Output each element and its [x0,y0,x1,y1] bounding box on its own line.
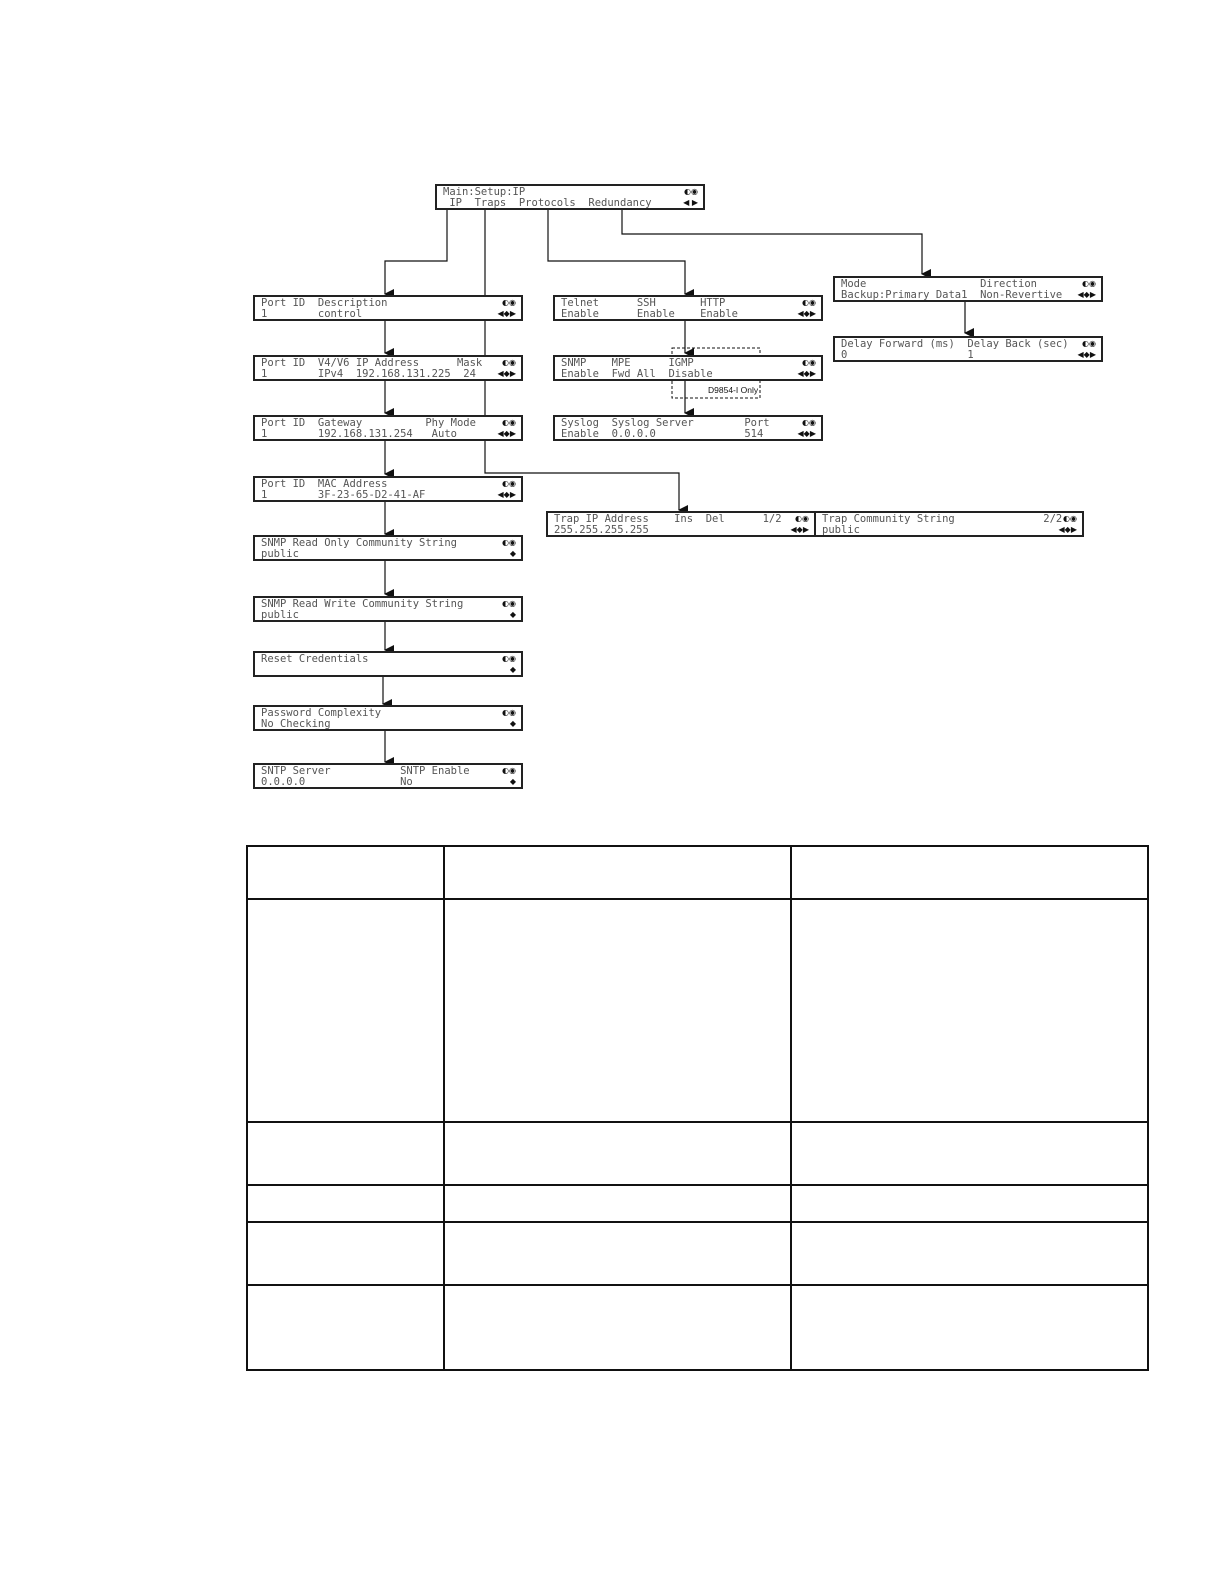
lcd-line2: public [822,524,860,536]
table-row [247,1222,1148,1285]
lcd-password-complexity [253,705,523,731]
select-icon: ◆ [509,665,516,674]
select-icon: ◆ [509,719,516,728]
table-cell [247,846,444,899]
lcd-line2: 0.0.0.0 No [261,776,413,788]
lcd-line1: Reset Credentials [261,653,369,665]
lcd-redundancy-mode [833,276,1103,302]
lcd-snmp-read-write [253,596,523,622]
table-row [247,1185,1148,1222]
navigation-arrows-icon: ◀◆▶ [497,369,516,378]
table-row [247,899,1148,1122]
parameter-table [246,845,1149,1371]
d9854-only-note: D9854-I Only [708,385,759,395]
lcd-protocols-telnet-ssh-http [553,295,823,321]
knob-icon: ◐◉ [795,514,809,523]
lcd-protocols-syslog [553,415,823,441]
lcd-trap-ip-address [546,511,816,537]
table-cell [247,1122,444,1185]
knob-icon: ◐◉ [1063,514,1077,523]
navigation-arrows-icon: ◀◆▶ [797,309,816,318]
lcd-sntp-server [253,763,523,789]
left-right-arrows-icon: ◀ ▶ [683,198,698,207]
lcd-line1: SNMP MPE IGMP [561,357,694,369]
lcd-line1: Trap Community String 2/2 [822,513,1063,525]
lcd-port-description [253,295,523,321]
table-cell [444,846,791,899]
table-cell [247,1285,444,1370]
lcd-line2: 0 1 [841,349,974,361]
table-cell [247,1185,444,1222]
lcd-line2: 255.255.255.255 [554,524,649,536]
table-cell [791,1122,1148,1185]
lcd-line1: SNTP Server SNTP Enable [261,765,470,777]
navigation-arrows-icon: ◀◆▶ [497,309,516,318]
arrow-protocols-to-telnet [548,209,685,294]
lcd-line2: Enable Enable Enable [561,308,739,320]
knob-icon: ◐◉ [502,479,516,488]
lcd-line1: SNMP Read Write Community String [261,598,464,610]
table-cell [444,1285,791,1370]
lcd-reset-credentials [253,651,523,677]
knob-icon: ◐◉ [502,654,516,663]
navigation-arrows-icon: ◀◆▶ [790,525,809,534]
knob-icon: ◐◉ [802,298,816,307]
navigation-arrows-icon: ◀◆▶ [1058,525,1077,534]
lcd-line2: public [261,609,299,621]
knob-icon: ◐◉ [502,418,516,427]
table-cell [444,1185,791,1222]
table-row [247,1285,1148,1370]
table-cell [444,899,791,1122]
table-cell [444,1122,791,1185]
lcd-line1: Port ID Gateway Phy Mode [261,417,476,429]
lcd-line1: Telnet SSH HTTP [561,297,726,309]
navigation-arrows-icon: ◀◆▶ [497,490,516,499]
table-cell [247,1222,444,1285]
lcd-line1: Main:Setup:IP [443,186,526,198]
lcd-port-mac-address [253,476,523,502]
table-cell [791,846,1148,899]
table-row [247,846,1148,899]
navigation-arrows-icon: ◀◆▶ [497,429,516,438]
lcd-port-ip-address [253,355,523,381]
select-icon: ◆ [509,610,516,619]
table-cell [791,899,1148,1122]
lcd-redundancy-delay [833,336,1103,362]
knob-icon: ◐◉ [802,418,816,427]
knob-icon: ◐◉ [502,708,516,717]
table-cell [791,1222,1148,1285]
lcd-line1: Mode Direction [841,278,1037,290]
lcd-line2: No Checking [261,718,331,730]
knob-icon: ◐◉ [684,187,698,196]
table-cell [791,1185,1148,1222]
knob-icon: ◐◉ [802,358,816,367]
knob-icon: ◐◉ [502,766,516,775]
lcd-line1: Port ID Description [261,297,388,309]
knob-icon: ◐◉ [502,298,516,307]
navigation-arrows-icon: ◀◆▶ [797,369,816,378]
lcd-line2: IP Traps Protocols Redundancy [443,197,652,209]
arrow-redundancy-to-mode [622,209,922,274]
table-cell [247,899,444,1122]
navigation-arrows-icon: ◀◆▶ [797,429,816,438]
lcd-line2: 1 control [261,308,363,320]
lcd-line2: 1 IPv4 192.168.131.225 24 [261,368,476,380]
lcd-line1: Syslog Syslog Server Port [561,417,770,429]
lcd-protocols-snmp-mpe-igmp [553,355,823,381]
lcd-line2: Enable Fwd All Disable [561,368,713,380]
table-cell [444,1222,791,1285]
lcd-line1: Trap IP Address Ins Del 1/2 [554,513,782,525]
lcd-line1: Port ID MAC Address [261,478,388,490]
table-cell [791,1285,1148,1370]
knob-icon: ◐◉ [1082,279,1096,288]
knob-icon: ◐◉ [502,599,516,608]
knob-icon: ◐◉ [1082,339,1096,348]
lcd-line2: Enable 0.0.0.0 514 [561,428,764,440]
navigation-arrows-icon: ◀◆▶ [1077,350,1096,359]
knob-icon: ◐◉ [502,358,516,367]
lcd-line1: Port ID V4/V6 IP Address Mask [261,357,483,369]
knob-icon: ◐◉ [502,538,516,547]
lcd-line2: Backup:Primary Data1 Non-Revertive [841,289,1063,301]
navigation-arrows-icon: ◀◆▶ [1077,290,1096,299]
lcd-line1: SNMP Read Only Community String [261,537,457,549]
lcd-line1: Delay Forward (ms) Delay Back (sec) [841,338,1069,350]
select-icon: ◆ [509,549,516,558]
lcd-port-gateway [253,415,523,441]
lcd-line1: Password Complexity [261,707,382,719]
lcd-main-setup-ip [435,184,705,210]
lcd-snmp-read-only [253,535,523,561]
select-icon: ◆ [509,777,516,786]
arrow-ip-to-port-desc [385,209,447,294]
lcd-line2: public [261,548,299,560]
lcd-line2: 1 192.168.131.254 Auto [261,428,457,440]
table-row [247,1122,1148,1185]
lcd-trap-community-string [814,511,1084,537]
lcd-line2: 1 3F-23-65-D2-41-AF [261,489,426,501]
